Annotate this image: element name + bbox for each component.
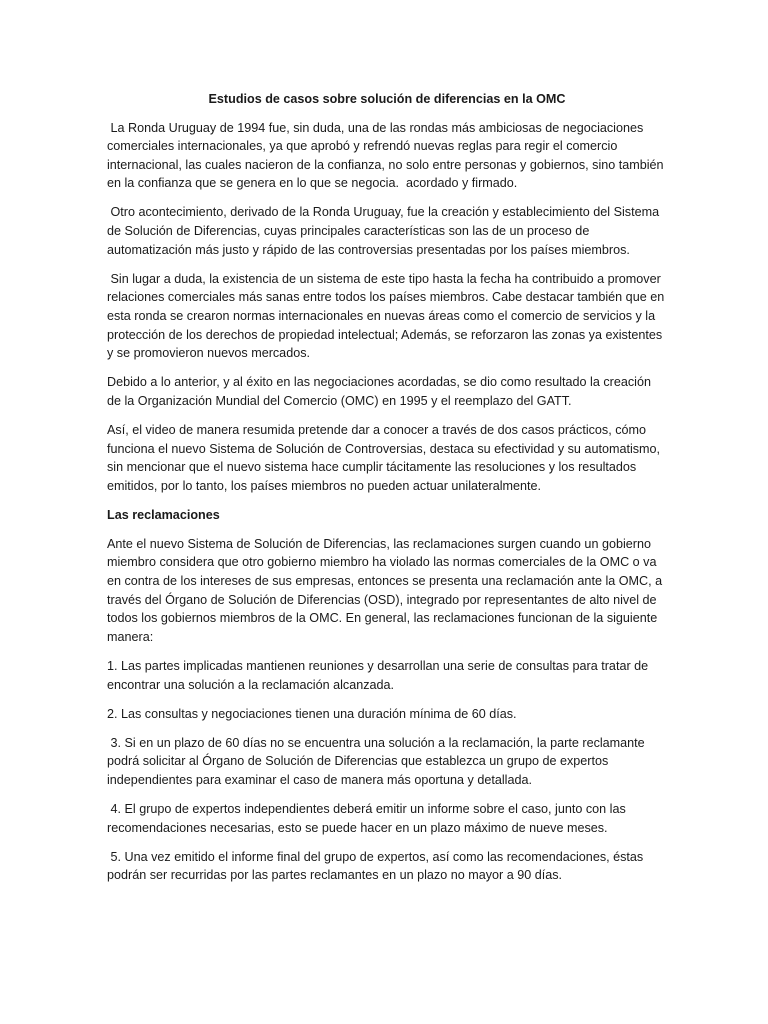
paragraph-asi-el-video: Así, el video de manera resumida pretende dar a conocer a través de dos casos prácticos, cómo funciona el nuevo Sistema de Solución de Controversias, destaca su efectividad y su automatismo, sin mencionar que el nuevo sistema hace cumplir tácitamente las resoluciones y los resultados emitidos, por lo tanto, los países miembros no pueden actuar unilateralmente. [107,422,661,493]
list-item-step-4: 4. El grupo de expertos independientes deberá emitir un informe sobre el caso, junto con las recomendaciones necesarias, esto se puede hacer en un plazo máximo de nueve meses. [107,802,630,835]
paragraph-ante-el-nuevo-sistema: Ante el nuevo Sistema de Solución de Diferencias, las reclamaciones surgen cuando un gobierno miembro considera que otro gobierno miembro ha violado las normas comerciales de la OMC o va en contra de los intereses de sus empresas, entonces se presenta una reclamación ante la OMC, a través del Órgano de Solución de Diferencias (OSD), integrado por representantes de alto nivel de todos los gobiernos miembros de la OMC. En general, las reclamaciones funcionan de la siguiente manera: [107,536,663,644]
document-page [107,90,667,895]
document-title: Estudios de casos sobre solución de diferencias en la OMC [208,92,566,106]
list-item-step-5: 5. Una vez emitido el informe final del grupo de expertos, así como las recomendaciones, éstas podrán ser recurridas por las partes reclamantes en un plazo no mayor a 90 días. [107,849,647,883]
list-item-step-1: 1. Las partes implicadas mantienen reuniones y desarrollan una serie de consultas para tratar de encontrar una solución a la reclamación alcanzada. [107,658,649,692]
paragraph-otro-acontecimiento: Otro acontecimiento, derivado de la Ronda Uruguay, fue la creación y establecimiento del Sistema de Solución de Diferencias, cuyas principales características son las de un proceso de automatización más justo y rápido de las controversias presentadas por los países miembros. [107,205,663,257]
paragraph-sin-lugar-a-duda: Sin lugar a duda, la existencia de un sistema de este tipo hasta la fecha ha contribuido a promover relaciones comerciales más sanas entre todos los países miembros. Cabe destacar también que en esta ronda se crearon normas internacionales en nuevas áreas como el comercio de servicios y la protección de los derechos de propiedad intelectual; Además, se reforzaron las zonas ya existentes y se promovieron nuevos mercados. [107,271,668,361]
paragraph-ronda-uruguay: La Ronda Uruguay de 1994 fue, sin duda, una de las rondas más ambiciosas de negociaciones comerciales internacionales, ya que aprobó y refrendó nuevas reglas para regir el comercio internacional, las cuales nacieron de la confianza, no solo entre personas y gobiernos, sino también en la confianza que se genera en lo que se negocia. acordado y firmado. [107,120,668,191]
paragraph-debido-a-lo-anterior: Debido a lo anterior, y al éxito en las negociaciones acordadas, se dio como resultado la creación de la Organización Mundial del Comercio (OMC) en 1995 y el reemplazo del GATT. [107,375,651,408]
list-item-step-2: 2. Las consultas y negociaciones tienen una duración mínima de 60 días. [107,706,517,721]
section-heading: Las reclamaciones [107,507,220,522]
list-item-step-3: 3. Si en un plazo de 60 días no se encuentra una solución a la reclamación, la parte reclamante podrá solicitar al Órgano de Solución de Diferencias que establezca un grupo de expertos independientes para examinar el caso de manera más oportuna y detallada. [107,735,649,787]
